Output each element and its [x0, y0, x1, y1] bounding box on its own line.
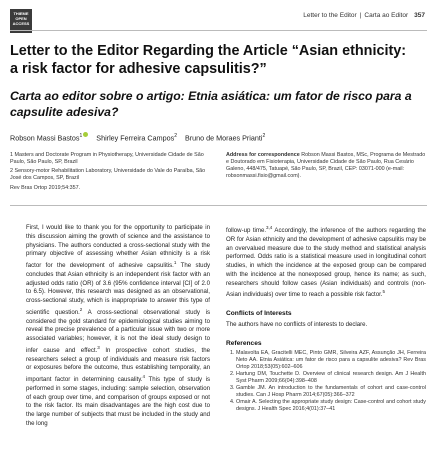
affiliation-1: 1 Masters and Doctorate Program in Physiotherapy, Universidade Cidade de São Paulo, São Paulo, SP, Brazil [10, 152, 204, 165]
references-heading: References [226, 339, 262, 347]
conflicts-text: The authors have no conflicts of interests to declare. [226, 320, 368, 328]
badge-line-1: THIEME [13, 11, 29, 16]
running-head-title-pt: Carta ao Editor [364, 12, 409, 19]
article-title: Letter to the Editor Regarding the Article “Asian ethnicity: a risk factor for adhesive capsulitis?” [10, 43, 407, 77]
article-subtitle: Carta ao editor sobre o artigo: Etnia asiática: um fator de risco para a capsulite adesiva? [10, 89, 412, 119]
reference-item: 1. Malavolta EA, Gracitelli MEC, Pinto GMR, Silveira AZF, Assunção JH, Ferreira Neto AA. Etnia Asiática: um fator de risco para a capsulite adesiva? Rev Bras Ortop 2018;53(05):602–606 [236, 350, 426, 371]
citation-line: Rev Bras Ortop 2019;54:357. [10, 185, 81, 191]
author-1: Robson Massi Bastos [10, 133, 80, 143]
running-head-title: Letter to the Editor [303, 12, 357, 19]
top-divider [10, 30, 427, 31]
correspondence-label: Address for correspondence [226, 152, 300, 158]
author-list: Robson Massi Bastos$^1$ Shirley Ferreira Campos$^2$ Bruno de Moraes Prianti$^2$ [10, 133, 266, 143]
reference-item: 4. Omair A. Selecting the appropriate study design: Case-control and cohort study designs. J Health Spec 2016;4(01):37–41 [236, 399, 426, 413]
orcid-icon[interactable] [83, 132, 88, 137]
badge-line-3: ACCESS [12, 21, 30, 26]
author-3: Bruno de Moraes Prianti [184, 133, 263, 143]
reference-list [226, 350, 426, 413]
correspondence-text: Robson Massi Bastos, MSc, Programa de Mestrado e Doutorado em Fisioterapia, Universidade Cidade de São Paulo, Rua Cesário Galeno, 448/475, Tatuapé, São Paulo, SP, Brazil, CEP: 03071-000 (e-mail: robsonmassi.fisio@gmail.com). [226, 152, 426, 179]
reference-item: 3. Gamble JM. An introduction to the fundamentals of cohort and case-control studies. Can J Hosp Pharm 2014;67(05):366–372 [236, 385, 426, 399]
page-number: 357 [414, 12, 425, 19]
body-paragraph-right: follow-up time.$^{3,4}$ Accordingly, the inference of the authors regarding the OR for Asian ethnicity and the development of adhesive capsulitis may be an overvalued measure due to the study method and statistical analysis performed. Odds ratio is a statistical measure used in longitudinal cohort studies, in which the incidence at the exposed group can be compared with the incidence at the nonexposed group, hence its name; as such, researchers should follow cases (Asian individuals) and controls (non-Asian individuals) over time to reach a possible risk factor.$^5$ [226, 225, 426, 299]
body-column-left [26, 224, 210, 429]
author-2: Shirley Ferreira Campos [96, 133, 175, 143]
affiliation-2: 2 Sensory-motor Rehabilitation Laboratory, Universidade do Vale do Paraíba, São José dos Campos, SP, Brazil [10, 168, 206, 181]
affiliations [10, 152, 208, 184]
body-column-right [226, 224, 426, 413]
body-paragraph-left: First, I would like to thank you for the opportunity to participate in this discussion aiming the growth of science and the assistance to physicians. The authors conducted a cross-sectional study with the primary objective of assessing whether Asian ethnicity is a risk factor for the development of adhesive capsulitis.$^1$ The study concludes that Asian ethnicity is an independent risk factor with an adjusted odds ratio (OR) of 3.6 (95% confidence interval [CI] of 2.0 to 6.5). However, this research was designed as an observational, cross-sectional study, which is inappropriate to answer this type of scientific question.$^2$ A cross-sectional observational study is considered the gold standard for epidemiological studies aiming to reveal the precise prevalence of a particular issue with two or more associated variables; however, it is not the ideal study design to infer cause and effect.$^3$ In prospective cohort studies, the researchers select a group of individuals and measure risk factors or exposures before the outcome, thus establishing temporality, an important factor in determining causality.$^4$ This type of study is performed in some stages, including: sample selection, observation of each group over time, and comparison of groups exposed or not to the risk factor. Its main disadvantages are the high cost due to the large number of subjects that must be included in the study and the long [26, 224, 211, 427]
header-divider [10, 205, 427, 206]
conflicts-heading: Conflicts of Interests [226, 310, 292, 318]
badge-line-2: OPEN [15, 16, 27, 21]
correspondence-address [226, 152, 426, 180]
running-head: Letter to the Editor | Carta ao Editor 357 [303, 12, 425, 19]
reference-item: 2. Hartung DM, Touchette D. Overview of clinical research design. Am J Health Syst Pharm 2009;66(04):398–408 [236, 371, 426, 385]
